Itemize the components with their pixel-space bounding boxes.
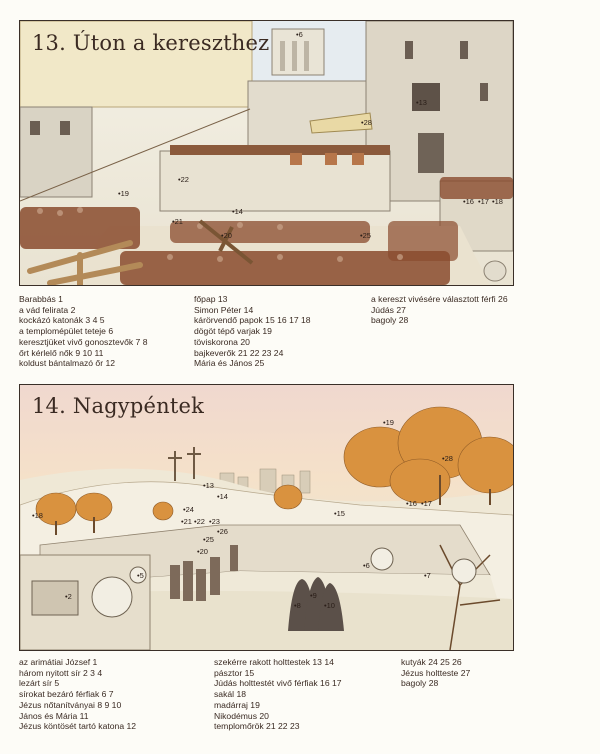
legend-entry: dögöt tépő varjak 19	[194, 326, 272, 337]
marker-22: •22	[178, 175, 189, 184]
marker-25: •25	[360, 231, 371, 240]
legend-entry: keresztjüket vivő gonosztevők 7 8	[19, 336, 148, 347]
marker-26: •26	[217, 527, 228, 536]
legend-entry: kárörvendő papok 15 16 17 18	[194, 315, 311, 326]
legend-entry: pásztor 15	[214, 667, 255, 678]
illustration-way-to-cross	[19, 20, 514, 286]
legend-column	[214, 657, 342, 732]
legend-entry: Júdás 27	[371, 304, 406, 315]
marker-10: •10	[324, 601, 335, 610]
legend-entry: bagoly 28	[371, 315, 409, 326]
legend-column	[19, 657, 136, 732]
marker-20: •20	[197, 547, 208, 556]
legend-entry: kutyák 24 25 26	[401, 657, 462, 667]
marker-21: •21	[172, 217, 183, 226]
marker-28: •28	[442, 454, 453, 463]
marker-21: •21	[181, 517, 192, 526]
marker-17: •17	[478, 197, 489, 206]
legend-entry: bajkeverők 21 22 23 24	[194, 347, 284, 358]
marker-14: •14	[232, 207, 243, 216]
legend-entry: szekérre rakott holttestek 13 14	[214, 657, 334, 667]
marker-28: •28	[361, 118, 372, 127]
marker-6: •6	[363, 561, 370, 570]
marker-6: •6	[296, 30, 303, 39]
marker-22: •22	[194, 517, 205, 526]
legend-entry: bagoly 28	[401, 678, 439, 689]
legend-entry: a templomépület teteje 6	[19, 326, 114, 337]
marker-17: •17	[421, 499, 432, 508]
legend-entry: töviskorona 20	[194, 336, 250, 347]
legend-entry: lezárt sír 5	[19, 678, 60, 689]
legend-entry: Jézus holtteste 27	[401, 667, 471, 678]
legend-entry: a vád felirata 2	[19, 304, 76, 315]
marker-24: •24	[183, 505, 194, 514]
marker-2: •2	[65, 592, 72, 601]
legend-entry: három nyitott sír 2 3 4	[19, 667, 103, 678]
marker-13: •13	[203, 481, 214, 490]
legend-entry: Barabbás 1	[19, 294, 63, 304]
legend-entry: Nikodémus 20	[214, 710, 269, 721]
marker-5: •5	[137, 571, 144, 580]
legend-entry: kockázó katonák 3 4 5	[19, 315, 105, 326]
marker-18: •18	[492, 197, 503, 206]
marker-18: •18	[32, 511, 43, 520]
legend-column	[19, 294, 148, 369]
legend-entry: János és Mária 11	[19, 710, 89, 721]
marker-13: •13	[416, 98, 427, 107]
legend-entry: madárraj 19	[214, 699, 260, 710]
legend-entry: Jézus nőtanítványai 8 9 10	[19, 699, 122, 710]
city-scene-drawing	[20, 21, 513, 285]
marker-16: •16	[463, 197, 474, 206]
legend-entry: templomőrök 21 22 23	[214, 721, 300, 732]
legend-entry: Mária és János 25	[194, 358, 265, 369]
legend-column	[401, 657, 470, 689]
marker-15: •15	[334, 509, 345, 518]
legend-entry: főpap 13	[194, 294, 228, 304]
marker-14: •14	[217, 492, 228, 501]
marker-16: •16	[406, 499, 417, 508]
legend-entry: Jézus köntösét tartó katona 12	[19, 721, 137, 732]
legend-entry: Júdás holttestét vivő férfiak 16 17	[214, 678, 342, 689]
marker-25: •25	[203, 535, 214, 544]
illustration-good-friday	[19, 384, 514, 651]
legend-entry: sakál 18	[214, 689, 247, 700]
marker-19: •19	[118, 189, 129, 198]
legend-entry: sírokat bezáró férfiak 6 7	[19, 689, 114, 700]
marker-23: •23	[209, 517, 220, 526]
marker-19: •19	[383, 418, 394, 427]
legend-entry: az arimátiai József 1	[19, 657, 98, 667]
legend-entry: Simon Péter 14	[194, 304, 254, 315]
marker-9: •9	[310, 591, 317, 600]
scene-title: 13. Úton a kereszthez	[32, 31, 270, 55]
legend-entry: koldust bántalmazó őr 12	[19, 358, 116, 369]
scene-title: 14. Nagypéntek	[32, 394, 205, 418]
landscape-scene-drawing	[20, 385, 513, 650]
marker-7: •7	[424, 571, 431, 580]
legend-column	[194, 294, 311, 369]
marker-8: •8	[294, 601, 301, 610]
legend-column	[371, 294, 508, 326]
legend-entry: a kereszt vivésére választott férfi 26	[371, 294, 508, 304]
marker-20: •20	[221, 231, 232, 240]
legend-entry: őrt kérlelő nők 9 10 11	[19, 347, 104, 358]
